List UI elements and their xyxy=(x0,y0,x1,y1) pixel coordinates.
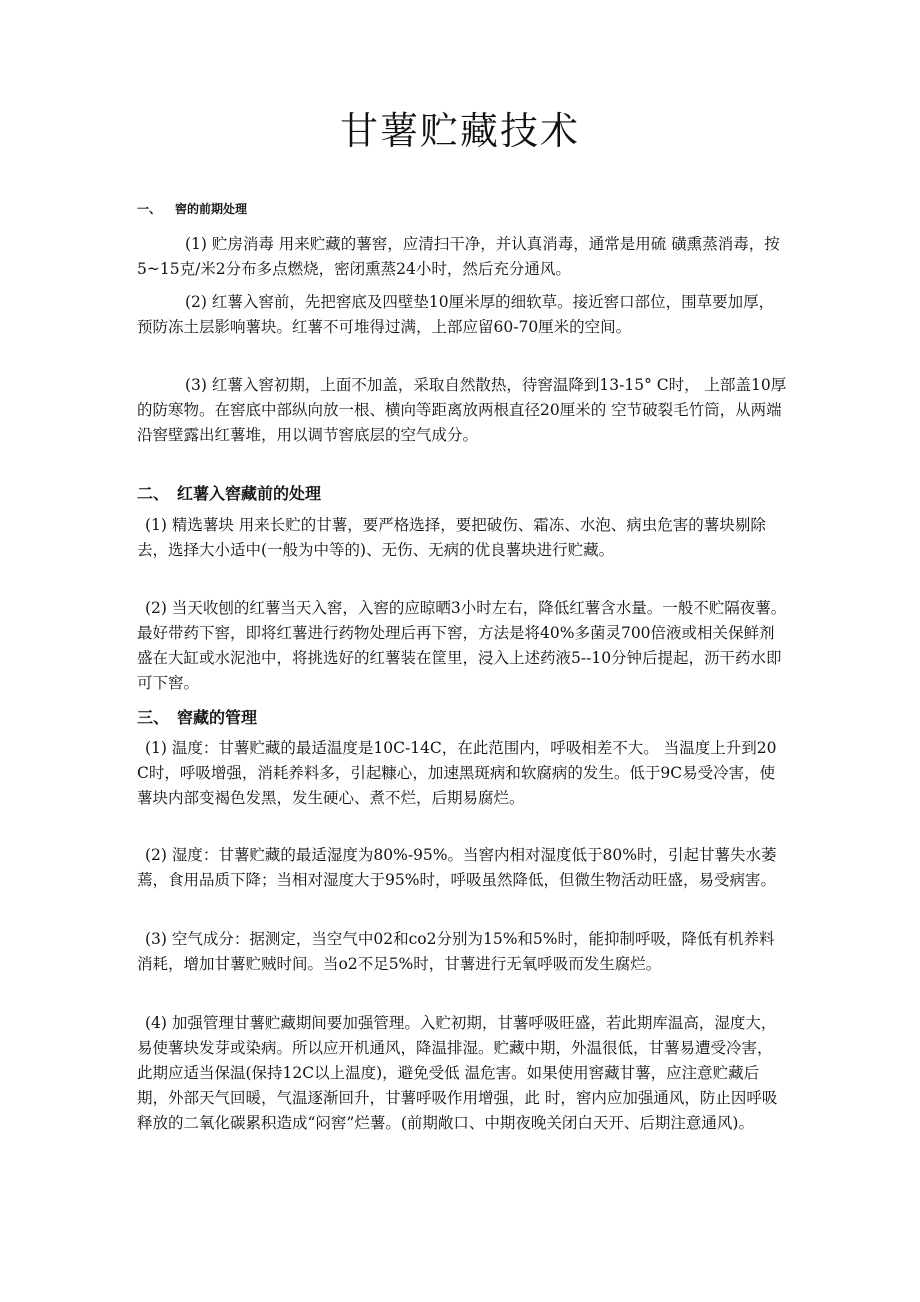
section-3-heading xyxy=(137,705,257,728)
section-3-title: 窖藏的管理 xyxy=(177,708,258,727)
section-3-number: 三、 xyxy=(137,708,170,727)
section-3-paragraph-4: (4) 加强管理甘薯贮藏期间要加强管理。入贮初期，甘薯呼吸旺盛，若此期库温高，湿度大，易使薯块发芽或染病。所以应开机通风，降温排湿。贮藏中期，外温很低，甘薯易遭受冷害，此期应适当保温(保持12C以上温度)，避免受低 温危害。如果使用窖藏甘薯，应注意贮藏后期，外部天气回暖，气温逐渐回升，甘薯呼吸作用增强，此 时，窖内应加强通风，防止因呼吸释放的二氧化碳累积造成“闷窖”烂薯。(前期敞口、中期夜晚关闭白天开、后期注意通风)。 xyxy=(137,1014,778,1132)
section-1-heading xyxy=(137,200,247,217)
section-3-paragraph-3: (3) 空气成分：据测定，当空气中02和co2分别为15%和5%时，能抑制呼吸，降低有机养料消耗，增加甘薯贮贼时间。当o2不足5%时，甘薯进行无氧呼吸而发生腐烂。 xyxy=(137,930,775,973)
section-2-paragraph-2: (2) 当天收刨的红薯当天入窖，入窖的应晾晒3小时左右，降低红薯含水量。一般不贮隔夜薯。最好带药下窖，即将红薯进行药物处理后再下窖，方法是将40%多菌灵700倍液或相关保鲜剂盛在大缸或水泥池中，将挑选好的红薯装在筐里，浸入上述药液5--10分钟后提起，沥干药水即可下窖。 xyxy=(137,599,787,692)
section-1-paragraph-3: (3) 红薯入窖初期，上面不加盖，采取自然散热，待窖温降到13-15° C时， 上部盖10厚的防寒物。在窖底中部纵向放一根、横向等距离放两根直径20厘米的 空节破裂毛竹筒，从两端沿窖壁露出红薯堆，用以调节窖底层的空气成分。 xyxy=(137,376,787,444)
section-3-paragraph-1: (1) 温度：甘薯贮藏的最适温度是10C-14C，在此范围内，呼吸相差不大。 当温度上升到20 C时，呼吸增强，消耗养料多，引起糠心，加速黑斑病和软腐病的发生。低于9C易受冷害，使薯块内部变褐色发黑，发生硬心、煮不烂，后期易腐烂。 xyxy=(137,739,777,807)
section-1-title: 窖的前期处理 xyxy=(175,202,248,216)
section-1-paragraph-1: (1) 贮房消毒 用来贮藏的薯窖，应清扫干净，并认真消毒，通常是用硫 磺熏蒸消毒，按5~15克/米2分布多点燃烧，密闭熏蒸24小时，然后充分通风。 xyxy=(137,235,780,278)
section-2-title: 红薯入窖藏前的处理 xyxy=(177,484,322,503)
page-title: 甘薯贮藏技术 xyxy=(339,109,580,153)
section-2-number: 二、 xyxy=(137,484,170,503)
section-3-paragraph-2: (2) 湿度：甘薯贮藏的最适湿度为80%-95%。当窖内相对湿度低于80%时，引起甘薯失水萎蔫，食用品质下降；当相对湿度大于95%时，呼吸虽然降低，但微生物活动旺盛，易受病害。 xyxy=(137,846,777,889)
section-1-paragraph-2: (2) 红薯入窖前，先把窖底及四壁垫10厘米厚的细软草。接近窖口部位，围草要加厚，预防冻土层影响薯块。红薯不可堆得过满，上部应留60-70厘米的空间。 xyxy=(137,293,775,336)
section-1-number: 一、 xyxy=(137,202,162,216)
section-2-paragraph-1: (1) 精选薯块 用来长贮的甘薯，要严格选择，要把破伤、霜冻、水泡、病虫危害的薯块剔除去，选择大小适中(一般为中等的)、无伤、无病的优良薯块进行贮藏。 xyxy=(137,516,766,559)
section-2-heading xyxy=(137,481,321,504)
